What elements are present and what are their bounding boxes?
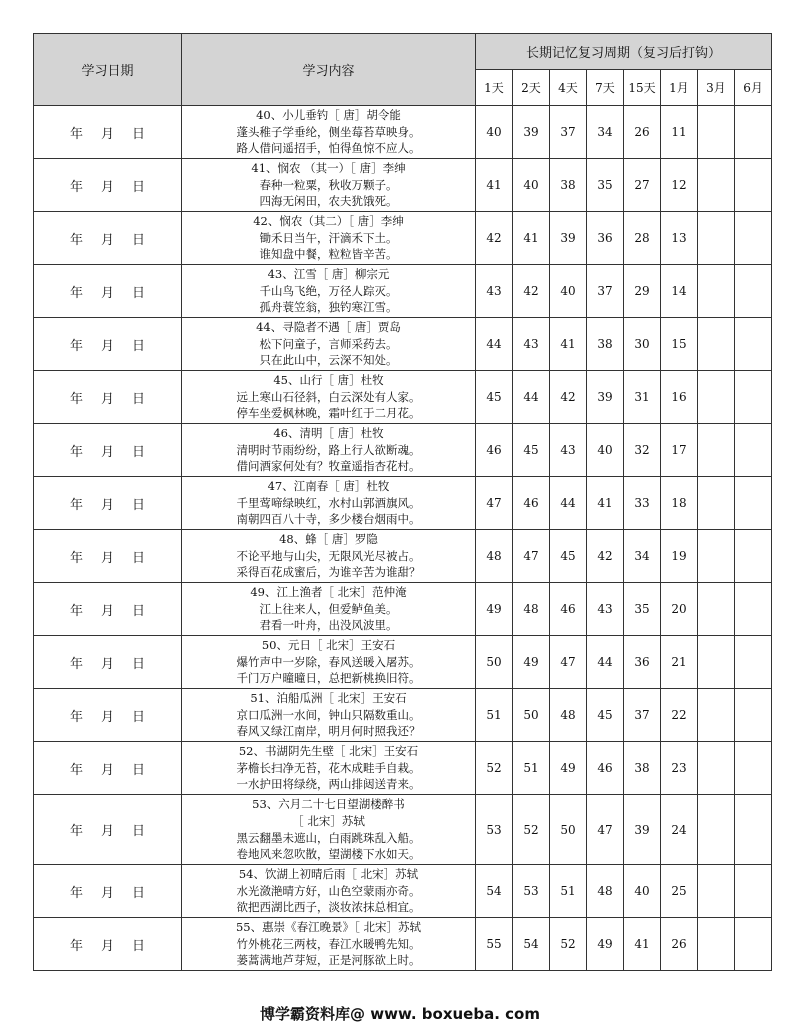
date-part: 日 bbox=[132, 885, 146, 901]
poem-line: 春种一粒粟，秋收万颗子。 bbox=[259, 177, 398, 192]
review-check-cell[interactable]: 51 bbox=[550, 865, 587, 918]
poem-line: 京口瓜洲一水间，钟山只隔数重山。 bbox=[236, 707, 421, 722]
poem-line: 路人借问遥招手，怕得鱼惊不应人。 bbox=[236, 141, 421, 156]
date-part: 日 bbox=[132, 824, 146, 839]
content-column-header: 学习内容 bbox=[182, 34, 476, 106]
review-check-cell[interactable]: 41 bbox=[624, 918, 661, 971]
date-part: 月 bbox=[100, 338, 114, 354]
poem-content-cell bbox=[182, 636, 476, 689]
review-check-cell[interactable]: 44 bbox=[550, 477, 587, 530]
review-check-cell[interactable]: 43 bbox=[476, 265, 513, 318]
study-date-cell[interactable] bbox=[34, 530, 182, 583]
date-part: 日 bbox=[132, 709, 146, 725]
review-check-cell[interactable] bbox=[698, 636, 735, 689]
review-check-cell[interactable]: 39 bbox=[624, 795, 661, 865]
review-check-cell[interactable]: 36 bbox=[587, 212, 624, 265]
review-check-cell[interactable]: 20 bbox=[661, 583, 698, 636]
review-check-cell[interactable] bbox=[698, 795, 735, 865]
table-row bbox=[34, 212, 772, 265]
review-check-cell[interactable]: 24 bbox=[661, 795, 698, 865]
period-header: 7天 bbox=[587, 70, 624, 106]
poem-line: 爆竹声中一岁除，春风送暖入屠苏。 bbox=[236, 654, 421, 669]
review-check-cell[interactable]: 37 bbox=[587, 265, 624, 318]
review-cycle-header: 长期记忆复习周期（复习后打钩） bbox=[476, 34, 772, 70]
review-check-cell[interactable] bbox=[698, 530, 735, 583]
review-check-cell[interactable]: 49 bbox=[513, 636, 550, 689]
poem-line: ［ 北宋］苏轼 bbox=[292, 813, 365, 828]
date-part: 日 bbox=[132, 126, 146, 142]
date-part: 月 bbox=[100, 126, 114, 142]
footer-watermark: 博学霸资料库@ www. boxueba. com bbox=[260, 1005, 540, 1023]
review-check-cell[interactable]: 45 bbox=[513, 424, 550, 477]
review-check-cell[interactable]: 46 bbox=[513, 477, 550, 530]
poem-line: 借问酒家何处有？牧童遥指杏花村。 bbox=[236, 459, 421, 474]
date-part: 年 bbox=[69, 497, 83, 513]
poem-title: 45、山行［ 唐］杜牧 bbox=[273, 373, 384, 388]
review-check-cell[interactable]: 13 bbox=[661, 212, 698, 265]
review-check-cell[interactable]: 33 bbox=[624, 477, 661, 530]
poem-title: 42、悯农（其二）［ 唐］李绅 bbox=[253, 214, 404, 229]
study-date-cell[interactable] bbox=[34, 106, 182, 159]
review-check-cell[interactable]: 40 bbox=[513, 159, 550, 212]
review-check-cell[interactable]: 46 bbox=[587, 742, 624, 795]
review-check-cell[interactable]: 37 bbox=[550, 106, 587, 159]
review-check-cell[interactable]: 40 bbox=[624, 865, 661, 918]
poem-title: 49、江上渔者［ 北宋］范仲淹 bbox=[250, 585, 407, 600]
study-date-cell[interactable] bbox=[34, 318, 182, 371]
review-check-cell[interactable] bbox=[735, 865, 772, 918]
table-row bbox=[34, 636, 772, 689]
review-check-cell[interactable]: 41 bbox=[513, 212, 550, 265]
review-check-cell[interactable] bbox=[735, 742, 772, 795]
date-part: 月 bbox=[100, 550, 114, 566]
poem-line: 停车坐爱枫林晚，霜叶红于二月花。 bbox=[236, 406, 421, 421]
date-part: 月 bbox=[100, 391, 114, 407]
review-check-cell[interactable] bbox=[735, 795, 772, 865]
review-check-cell[interactable]: 34 bbox=[587, 106, 624, 159]
date-part: 月 bbox=[100, 232, 114, 248]
review-check-cell[interactable]: 50 bbox=[476, 636, 513, 689]
date-part: 日 bbox=[132, 179, 146, 195]
poem-title: 50、元日［ 北宋］王安石 bbox=[261, 638, 396, 653]
review-check-cell[interactable] bbox=[735, 918, 772, 971]
review-check-cell[interactable]: 50 bbox=[513, 689, 550, 742]
review-check-cell[interactable]: 54 bbox=[476, 865, 513, 918]
poem-line: 锄禾日当午，汗滴禾下土。 bbox=[259, 230, 398, 245]
review-check-cell[interactable]: 35 bbox=[624, 583, 661, 636]
review-check-cell[interactable]: 31 bbox=[624, 371, 661, 424]
review-check-cell[interactable]: 46 bbox=[550, 583, 587, 636]
date-part: 月 bbox=[100, 497, 114, 513]
review-check-cell[interactable]: 15 bbox=[661, 318, 698, 371]
review-check-cell[interactable]: 25 bbox=[661, 865, 698, 918]
review-check-cell[interactable]: 23 bbox=[661, 742, 698, 795]
review-check-cell[interactable]: 37 bbox=[624, 689, 661, 742]
poem-title: 41、悯农 （其一）［ 唐］李绅 bbox=[251, 161, 406, 176]
date-part: 年 bbox=[69, 709, 83, 725]
table-body bbox=[34, 106, 772, 971]
poem-content-cell bbox=[182, 583, 476, 636]
date-part: 月 bbox=[100, 444, 114, 460]
period-header: 2天 bbox=[513, 70, 550, 106]
review-check-cell[interactable] bbox=[698, 106, 735, 159]
table-row bbox=[34, 159, 772, 212]
review-check-cell[interactable]: 11 bbox=[661, 106, 698, 159]
review-check-cell[interactable]: 34 bbox=[624, 530, 661, 583]
review-check-cell[interactable] bbox=[735, 265, 772, 318]
date-part: 年 bbox=[69, 550, 83, 566]
date-column-header: 学习日期 bbox=[34, 34, 182, 106]
date-part: 月 bbox=[100, 285, 114, 301]
poem-content-cell bbox=[182, 530, 476, 583]
review-check-cell[interactable]: 51 bbox=[476, 689, 513, 742]
poem-content-cell bbox=[182, 795, 476, 865]
date-part: 月 bbox=[100, 885, 114, 901]
poem-line: 蒌蒿满地芦芽短，正是河豚欲上时。 bbox=[236, 953, 421, 968]
study-date-cell[interactable] bbox=[34, 865, 182, 918]
review-check-cell[interactable]: 18 bbox=[661, 477, 698, 530]
review-check-cell[interactable]: 48 bbox=[587, 865, 624, 918]
poem-line: 春风又绿江南岸，明月何时照我还？ bbox=[236, 724, 421, 739]
date-part: 日 bbox=[132, 762, 146, 778]
poem-line: 君看一叶舟，出没风波里。 bbox=[259, 618, 398, 633]
poem-line: 蓬头稚子学垂纶，侧坐莓苔草映身。 bbox=[236, 124, 421, 139]
poem-title: 48、蜂［ 唐］罗隐 bbox=[279, 532, 378, 547]
table-row bbox=[34, 477, 772, 530]
poem-title: 52、书湖阴先生壁［ 北宋］王安石 bbox=[238, 744, 419, 759]
review-check-cell[interactable]: 45 bbox=[550, 530, 587, 583]
review-check-cell[interactable]: 38 bbox=[550, 159, 587, 212]
review-check-cell[interactable] bbox=[735, 159, 772, 212]
review-check-cell[interactable]: 38 bbox=[587, 318, 624, 371]
date-part: 日 bbox=[132, 656, 146, 672]
review-check-cell[interactable] bbox=[735, 424, 772, 477]
review-check-cell[interactable]: 45 bbox=[587, 689, 624, 742]
review-check-cell[interactable]: 28 bbox=[624, 212, 661, 265]
review-check-cell[interactable]: 41 bbox=[587, 477, 624, 530]
date-part: 月 bbox=[100, 824, 114, 839]
date-part: 年 bbox=[69, 391, 83, 407]
review-check-cell[interactable]: 14 bbox=[661, 265, 698, 318]
period-header: 3月 bbox=[698, 70, 735, 106]
date-part: 日 bbox=[132, 550, 146, 566]
date-part: 日 bbox=[132, 232, 146, 248]
study-date-cell[interactable] bbox=[34, 742, 182, 795]
review-check-cell[interactable]: 41 bbox=[550, 318, 587, 371]
period-header: 1月 bbox=[661, 70, 698, 106]
review-check-cell[interactable]: 43 bbox=[513, 318, 550, 371]
review-check-cell[interactable]: 42 bbox=[476, 212, 513, 265]
date-part: 日 bbox=[132, 391, 146, 407]
study-date-cell[interactable] bbox=[34, 583, 182, 636]
review-check-cell[interactable]: 44 bbox=[513, 371, 550, 424]
table-row bbox=[34, 318, 772, 371]
review-check-cell[interactable]: 40 bbox=[587, 424, 624, 477]
poem-content-cell bbox=[182, 212, 476, 265]
poem-content-cell bbox=[182, 865, 476, 918]
study-date-cell[interactable] bbox=[34, 159, 182, 212]
review-check-cell[interactable]: 44 bbox=[587, 636, 624, 689]
poem-title: 51、泊船瓜洲［ 北宋］王安石 bbox=[250, 691, 407, 706]
poem-line: 松下问童子，言师采药去。 bbox=[259, 336, 398, 351]
study-date-cell[interactable] bbox=[34, 636, 182, 689]
review-check-cell[interactable]: 52 bbox=[476, 742, 513, 795]
date-part: 年 bbox=[69, 338, 83, 354]
review-check-cell[interactable]: 47 bbox=[587, 795, 624, 865]
review-check-cell[interactable]: 41 bbox=[476, 159, 513, 212]
table-row bbox=[34, 106, 772, 159]
table-row bbox=[34, 265, 772, 318]
review-check-cell[interactable] bbox=[698, 477, 735, 530]
review-check-cell[interactable] bbox=[698, 918, 735, 971]
table-row bbox=[34, 742, 772, 795]
review-check-cell[interactable]: 48 bbox=[476, 530, 513, 583]
review-check-cell[interactable] bbox=[698, 742, 735, 795]
review-check-cell[interactable] bbox=[735, 689, 772, 742]
date-part: 日 bbox=[132, 338, 146, 354]
date-part: 日 bbox=[132, 938, 146, 954]
review-check-cell[interactable] bbox=[698, 159, 735, 212]
poem-line: 千山鸟飞绝，万径人踪灭。 bbox=[259, 283, 398, 298]
review-check-cell[interactable]: 52 bbox=[513, 795, 550, 865]
review-check-cell[interactable]: 53 bbox=[513, 865, 550, 918]
review-check-cell[interactable] bbox=[735, 583, 772, 636]
review-check-cell[interactable]: 39 bbox=[587, 371, 624, 424]
review-check-cell[interactable]: 26 bbox=[661, 918, 698, 971]
poem-title: 53、六月二十七日望湖楼醉书 bbox=[252, 797, 405, 812]
table-row bbox=[34, 583, 772, 636]
poem-content-cell bbox=[182, 424, 476, 477]
period-header: 6月 bbox=[735, 70, 772, 106]
date-part: 日 bbox=[132, 444, 146, 460]
poem-line: 采得百花成蜜后，为谁辛苦为谁甜？ bbox=[236, 565, 421, 580]
poem-title: 44、寻隐者不遇［ 唐］贾岛 bbox=[256, 320, 401, 335]
date-part: 月 bbox=[100, 603, 114, 619]
poem-title: 43、江雪［ 唐］柳宗元 bbox=[267, 267, 390, 282]
poem-line: 千门万户曈曈日，总把新桃换旧符。 bbox=[236, 671, 421, 686]
review-check-cell[interactable]: 30 bbox=[624, 318, 661, 371]
poem-line: 一水护田将绿绕，两山排闼送青来。 bbox=[236, 777, 421, 792]
date-part: 年 bbox=[69, 285, 83, 301]
review-check-cell[interactable]: 48 bbox=[513, 583, 550, 636]
date-part: 年 bbox=[69, 444, 83, 460]
review-check-cell[interactable] bbox=[735, 212, 772, 265]
review-check-cell[interactable]: 52 bbox=[550, 918, 587, 971]
study-date-cell[interactable] bbox=[34, 477, 182, 530]
poem-content-cell bbox=[182, 918, 476, 971]
date-part: 年 bbox=[69, 762, 83, 778]
date-part: 年 bbox=[69, 126, 83, 142]
review-check-cell[interactable]: 21 bbox=[661, 636, 698, 689]
review-check-cell[interactable]: 43 bbox=[587, 583, 624, 636]
table-row bbox=[34, 795, 772, 865]
review-check-cell[interactable] bbox=[698, 371, 735, 424]
date-part: 日 bbox=[132, 285, 146, 301]
review-table bbox=[33, 33, 772, 971]
review-check-cell[interactable]: 32 bbox=[624, 424, 661, 477]
review-check-cell[interactable]: 46 bbox=[476, 424, 513, 477]
review-check-cell[interactable] bbox=[698, 212, 735, 265]
review-check-cell[interactable]: 47 bbox=[476, 477, 513, 530]
date-part: 年 bbox=[69, 938, 83, 954]
review-check-cell[interactable]: 36 bbox=[624, 636, 661, 689]
table-row bbox=[34, 689, 772, 742]
date-part: 日 bbox=[132, 603, 146, 619]
date-part: 月 bbox=[100, 938, 114, 954]
poem-content-cell bbox=[182, 689, 476, 742]
review-check-cell[interactable] bbox=[735, 371, 772, 424]
poem-content-cell bbox=[182, 106, 476, 159]
poem-line: 谁知盘中餐，粒粒皆辛苦。 bbox=[259, 247, 398, 262]
table-row bbox=[34, 918, 772, 971]
poem-line: 千里莺啼绿映红，水村山郭酒旗风。 bbox=[236, 495, 421, 510]
review-check-cell[interactable] bbox=[735, 318, 772, 371]
poem-line: 江上往来人，但爱鲈鱼美。 bbox=[259, 601, 398, 616]
study-date-cell[interactable] bbox=[34, 212, 182, 265]
review-check-cell[interactable]: 27 bbox=[624, 159, 661, 212]
date-part: 年 bbox=[69, 824, 83, 839]
review-check-cell[interactable] bbox=[698, 583, 735, 636]
review-check-cell[interactable]: 38 bbox=[624, 742, 661, 795]
review-check-cell[interactable]: 42 bbox=[550, 371, 587, 424]
review-check-cell[interactable]: 43 bbox=[550, 424, 587, 477]
review-check-cell[interactable] bbox=[735, 106, 772, 159]
review-check-cell[interactable]: 39 bbox=[550, 212, 587, 265]
poem-line: 不论平地与山尖，无限风光尽被占。 bbox=[236, 548, 421, 563]
date-part: 年 bbox=[69, 885, 83, 901]
date-part: 年 bbox=[69, 656, 83, 672]
date-part: 月 bbox=[100, 179, 114, 195]
poem-content-cell bbox=[182, 318, 476, 371]
review-check-cell[interactable]: 51 bbox=[513, 742, 550, 795]
review-check-cell[interactable] bbox=[698, 689, 735, 742]
poem-line: 南朝四百八十寺，多少楼台烟雨中。 bbox=[236, 512, 421, 527]
review-check-cell[interactable]: 22 bbox=[661, 689, 698, 742]
poem-content-cell bbox=[182, 159, 476, 212]
review-check-cell[interactable]: 55 bbox=[476, 918, 513, 971]
review-check-cell[interactable]: 45 bbox=[476, 371, 513, 424]
review-check-cell[interactable]: 47 bbox=[513, 530, 550, 583]
poem-line: 茅檐长扫净无苔，花木成畦手自栽。 bbox=[236, 760, 421, 775]
poem-title: 54、饮湖上初晴后雨［ 北宋］苏轼 bbox=[238, 867, 419, 882]
date-part: 年 bbox=[69, 603, 83, 619]
study-date-cell[interactable] bbox=[34, 795, 182, 865]
poem-title: 46、清明［ 唐］杜牧 bbox=[273, 426, 384, 441]
poem-line: 孤舟蓑笠翁，独钓寒江雪。 bbox=[259, 300, 398, 315]
table-row bbox=[34, 865, 772, 918]
period-header: 1天 bbox=[476, 70, 513, 106]
period-header: 4天 bbox=[550, 70, 587, 106]
review-check-cell[interactable]: 16 bbox=[661, 371, 698, 424]
poem-title: 47、江南春［ 唐］杜牧 bbox=[267, 479, 390, 494]
poem-content-cell bbox=[182, 477, 476, 530]
review-check-cell[interactable]: 47 bbox=[550, 636, 587, 689]
review-check-cell[interactable] bbox=[698, 424, 735, 477]
review-check-cell[interactable] bbox=[698, 265, 735, 318]
review-check-cell[interactable]: 40 bbox=[476, 106, 513, 159]
study-date-cell[interactable] bbox=[34, 689, 182, 742]
review-check-cell[interactable]: 42 bbox=[513, 265, 550, 318]
poem-line: 远上寒山石径斜，白云深处有人家。 bbox=[236, 389, 421, 404]
poem-title: 55、惠崇《春江晚景》［ 北宋］苏轼 bbox=[235, 920, 422, 935]
review-check-cell[interactable]: 40 bbox=[550, 265, 587, 318]
date-part: 日 bbox=[132, 497, 146, 513]
review-check-cell[interactable]: 26 bbox=[624, 106, 661, 159]
table-row bbox=[34, 371, 772, 424]
date-part: 月 bbox=[100, 762, 114, 778]
review-check-cell[interactable]: 42 bbox=[587, 530, 624, 583]
review-check-cell[interactable]: 35 bbox=[587, 159, 624, 212]
date-part: 月 bbox=[100, 709, 114, 725]
review-check-cell[interactable]: 17 bbox=[661, 424, 698, 477]
review-check-cell[interactable]: 49 bbox=[550, 742, 587, 795]
date-part: 年 bbox=[69, 179, 83, 195]
review-check-cell[interactable]: 49 bbox=[476, 583, 513, 636]
review-check-cell[interactable]: 39 bbox=[513, 106, 550, 159]
study-date-cell[interactable] bbox=[34, 371, 182, 424]
poem-line: 水光潋滟晴方好，山色空蒙雨亦奇。 bbox=[236, 883, 421, 898]
poem-line: 竹外桃花三两枝，春江水暖鸭先知。 bbox=[236, 936, 421, 951]
poem-line: 四海无闲田，农夫犹饿死。 bbox=[259, 194, 398, 209]
study-date-cell[interactable] bbox=[34, 424, 182, 477]
review-check-cell[interactable]: 54 bbox=[513, 918, 550, 971]
study-date-cell[interactable] bbox=[34, 918, 182, 971]
review-check-cell[interactable] bbox=[735, 636, 772, 689]
review-check-cell[interactable]: 53 bbox=[476, 795, 513, 865]
period-header: 15天 bbox=[624, 70, 661, 106]
review-check-cell[interactable] bbox=[735, 477, 772, 530]
review-check-cell[interactable]: 29 bbox=[624, 265, 661, 318]
review-check-cell[interactable]: 48 bbox=[550, 689, 587, 742]
table-row bbox=[34, 424, 772, 477]
date-part: 月 bbox=[100, 656, 114, 672]
poem-line: 黑云翻墨未遮山，白雨跳珠乱入船。 bbox=[236, 830, 421, 845]
review-check-cell[interactable]: 12 bbox=[661, 159, 698, 212]
poem-line: 卷地风来忽吹散，望湖楼下水如天。 bbox=[236, 847, 421, 862]
review-check-cell[interactable] bbox=[698, 318, 735, 371]
poem-title: 40、小儿垂钓［ 唐］胡令能 bbox=[256, 108, 401, 123]
poem-content-cell bbox=[182, 265, 476, 318]
review-check-cell[interactable]: 19 bbox=[661, 530, 698, 583]
table-row bbox=[34, 530, 772, 583]
review-check-cell[interactable]: 50 bbox=[550, 795, 587, 865]
review-check-cell[interactable]: 49 bbox=[587, 918, 624, 971]
poem-content-cell bbox=[182, 742, 476, 795]
poem-line: 只在此山中，云深不知处。 bbox=[259, 353, 398, 368]
poem-line: 欲把西湖比西子，淡妆浓抹总相宜。 bbox=[236, 900, 421, 915]
poem-line: 清明时节雨纷纷，路上行人欲断魂。 bbox=[236, 442, 421, 457]
review-check-cell[interactable] bbox=[735, 530, 772, 583]
study-date-cell[interactable] bbox=[34, 265, 182, 318]
review-check-cell[interactable] bbox=[698, 865, 735, 918]
review-check-cell[interactable]: 44 bbox=[476, 318, 513, 371]
date-part: 年 bbox=[69, 232, 83, 248]
poem-content-cell bbox=[182, 371, 476, 424]
